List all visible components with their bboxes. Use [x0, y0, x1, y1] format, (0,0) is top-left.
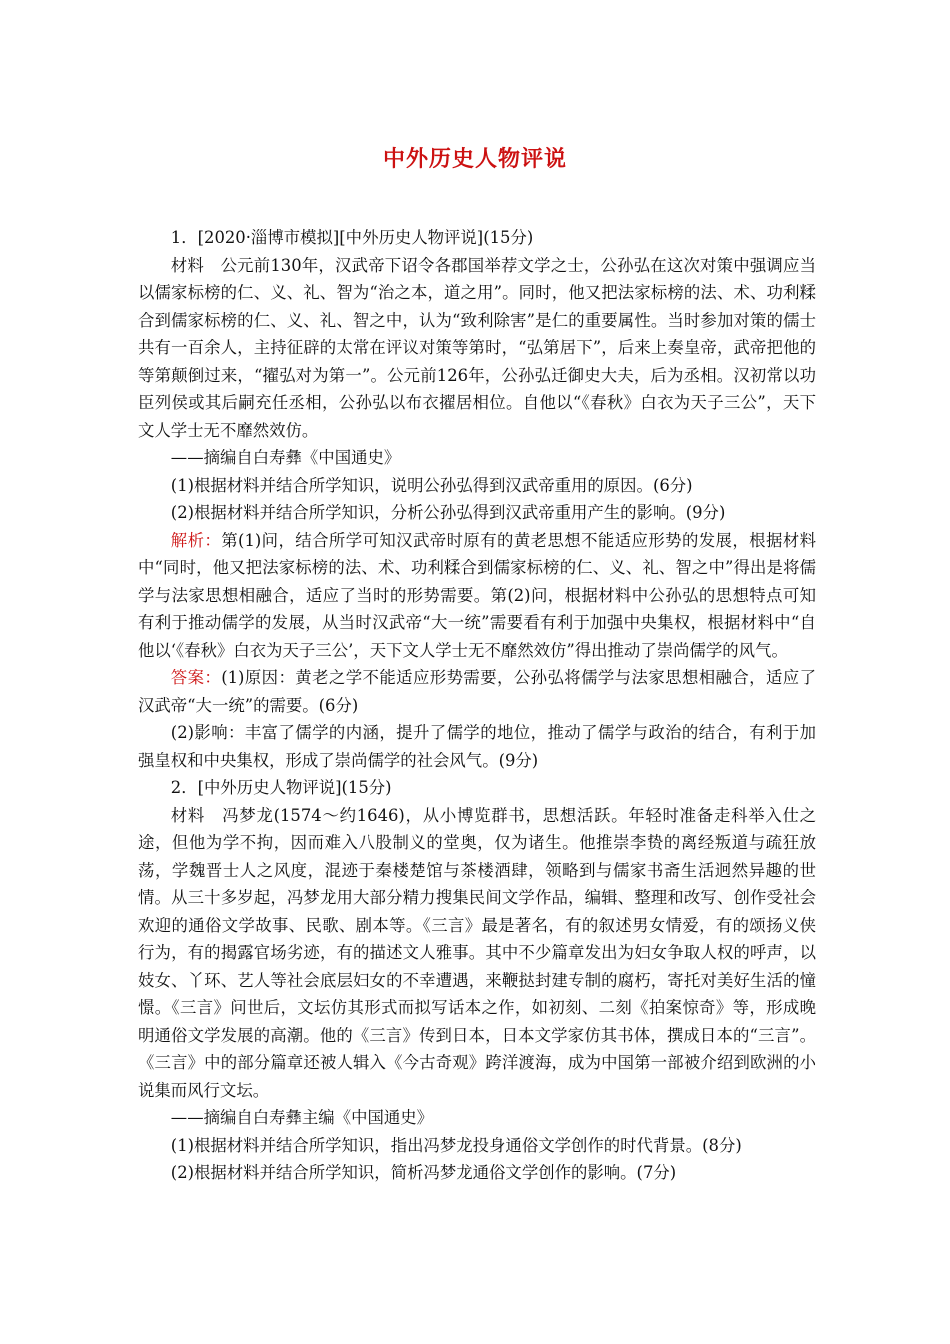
question-2-sub-1: (1)根据材料并结合所学知识，指出冯梦龙投身通俗文学创作的时代背景。(8分): [170, 1135, 742, 1155]
answer-1-text: (1)原因：黄老之学不能适应形势需要，公孙弘将儒学与法家思想相融合，适应了汉武帝“大一统”的需要。(6分): [138, 668, 817, 715]
question-1-heading: 1．[2020·淄博市模拟][中外历史人物评说](15分): [170, 228, 534, 247]
question-1-analysis: [138, 527, 816, 665]
document-body: [138, 224, 816, 1187]
question-2-source: ——摘编自白寿彝主编《中国通史》: [170, 1108, 434, 1127]
question-1-sub-1: (1)根据材料并结合所学知识，说明公孙弘得到汉武帝重用的原因。(6分): [170, 475, 693, 495]
question-2-material: 材料 冯梦龙(1574～约1646)，从小博览群书，思想活跃。年轻时准备走科举入仕之途，但他为学不拘，因而难入八股制义的堂奥，仅为诸生。他推崇李贽的离经叛道与疏狂放荡，学魏晋士人之风度，混迹于秦楼楚馆与茶楼酒肆，领略到与儒家书斋生活迥然异趣的世情。从三十多岁起，冯梦龙用大部分精力搜集民间文学作品，编辑、整理和改写、创作受社会欢迎的通俗文学故事、民歌、剧本等。《三言》最是著名，有的叙述男女情爱，有的颂扬义侠行为，有的揭露官场劣迹，有的描述文人雅事。其中不少篇章发出为妇女争取人权的呼声，以妓女、丫环、艺人等社会底层妇女的不幸遭遇，来鞭挞封建专制的腐朽，寄托对美好生活的憧憬。《三言》问世后，文坛仿其形式而拟写话本之作，如初刻、二刻《拍案惊奇》等，形成晚明通俗文学发展的高潮。他的《三言》传到日本，日本文学家仿其书体，撰成日本的“三言”。《三言》中的部分篇章还被人辑入《今古奇观》跨洋渡海，成为中国第一部被介绍到欧洲的小说集而风行文坛。: [138, 805, 816, 1100]
analysis-text: 第(1)问，结合所学可知汉武帝时原有的黄老思想不能适应形势的发展，根据材料中“同时，他又把法家标榜的法、术、功利糅合到儒家标榜的仁、义、礼、智之中”得出是将儒学与法家思想相融合，适应了当时的形势需要。第(2)问，根据材料中公孙弘的思想特点可知有利于推动儒学的发展，从当时汉武帝“大一统”需要看有利于加强中央集权，根据材料中“自他以‘《春秋》白衣为天子三公’，天下文人学士无不靡然效仿”得出推动了崇尚儒学的风气。: [138, 530, 817, 660]
question-1-material: 材料 公元前130年，汉武帝下诏令各郡国举荐文学之士，公孙弘在这次对策中强调应当以儒家标榜的仁、义、礼、智为“治之本，道之用”。同时，他又把法家标榜的法、术、功利糅合到儒家标榜的仁、义、礼、智之中，认为“致利除害”是仁的重要属性。当时参加对策的儒士共有一百余人，主持征辟的太常在评议对策等第时，“弘第居下”，后来上奏皇帝，武帝把他的等第颠倒过来，“擢弘对为第一”。公元前126年，公孙弘迁御史大夫，后为丞相。汉初常以功臣列侯或其后嗣充任丞相，公孙弘以布衣擢居相位。自他以“《春秋》白衣为天子三公”，天下文人学士无不靡然效仿。: [138, 255, 816, 440]
question-2-heading: 2．[中外历史人物评说](15分): [170, 778, 392, 797]
page-title: 中外历史人物评说: [382, 146, 567, 172]
question-1-sub-2: (2)根据材料并结合所学知识，分析公孙弘得到汉武帝重用产生的影响。(9分): [170, 503, 726, 522]
question-1-answer-1: [138, 664, 816, 719]
analysis-label: 解析：: [170, 530, 222, 550]
answer-label: 答案：: [170, 668, 222, 687]
question-2-sub-2: (2)根据材料并结合所学知识，简析冯梦龙通俗文学创作的影响。(7分): [170, 1163, 677, 1182]
question-1-answer-2: (2)影响：丰富了儒学的内涵，提升了儒学的地位，推动了儒学与政治的结合，有利于加强皇权和中央集权，形成了崇尚儒学的社会风气。(9分): [138, 723, 816, 770]
question-1-source: ——摘编自白寿彝《中国通史》: [170, 448, 401, 467]
